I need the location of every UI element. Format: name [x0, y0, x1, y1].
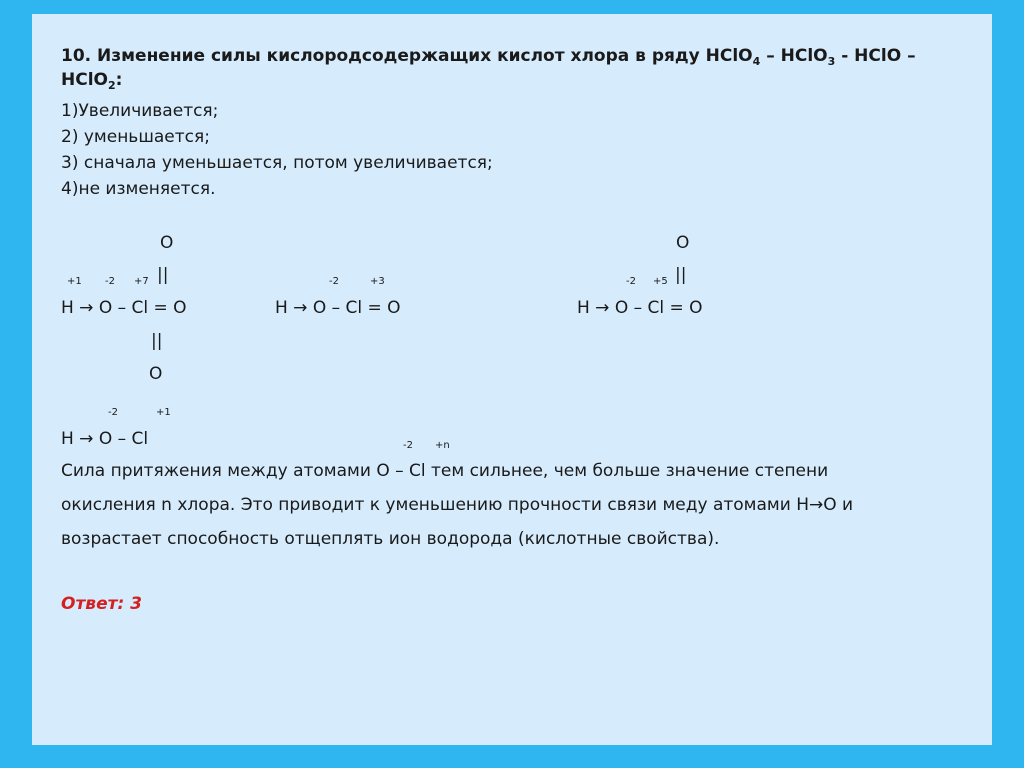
question-line-2: HClO$_2$:	[61, 70, 123, 92]
option-3: 3) сначала уменьшается, потом увеличивается;	[61, 153, 493, 173]
explanation-line-2: окисления n хлора. Это приводит к уменьшению прочности связи меду атомами H→O и	[61, 495, 854, 515]
question-line-1: 10. Изменение силы кислородсодержащих кислот хлора в ряду HClO$_4$ – HClO$_3$ - HClO –	[61, 46, 916, 68]
s1-charge-cl: +7	[134, 276, 149, 287]
option-4: 4)не изменяется.	[61, 179, 216, 199]
explanation-line-1: Сила притяжения между атомами O – Cl тем сильнее, чем больше значение степени	[61, 461, 829, 481]
s1-bottom-oxygen: O	[149, 364, 163, 384]
s2-charge-cl: +3	[370, 276, 385, 287]
explanation-charge-n: +n	[435, 440, 450, 451]
s4-formula: H → O – Cl	[61, 429, 149, 449]
slide	[32, 14, 992, 745]
option-2: 2) уменьшается;	[61, 127, 210, 147]
s1-formula: H → O – Cl = O	[61, 298, 187, 318]
s3-charge-o: -2	[626, 276, 636, 287]
s1-charge-o: -2	[105, 276, 115, 287]
s3-bond-top: ||	[675, 265, 687, 285]
s3-charge-cl: +5	[653, 276, 668, 287]
explanation-charge-o: -2	[403, 440, 413, 451]
option-1: 1)Увеличивается;	[61, 101, 219, 121]
answer: Ответ: 3	[61, 594, 142, 614]
s2-charge-o: -2	[329, 276, 339, 287]
s3-top-oxygen: O	[676, 233, 690, 253]
s1-bond-top: ||	[157, 265, 169, 285]
s3-formula: H → O – Cl = O	[577, 298, 703, 318]
s1-charge-h: +1	[67, 276, 82, 287]
s2-formula: H → O – Cl = O	[275, 298, 401, 318]
s4-charge-o: -2	[108, 407, 118, 418]
s4-charge-cl: +1	[156, 407, 171, 418]
s1-bond-bottom: ||	[151, 331, 163, 351]
s1-top-oxygen: O	[160, 233, 174, 253]
explanation-line-3: возрастает способность отщеплять ион водорода (кислотные свойства).	[61, 529, 720, 549]
